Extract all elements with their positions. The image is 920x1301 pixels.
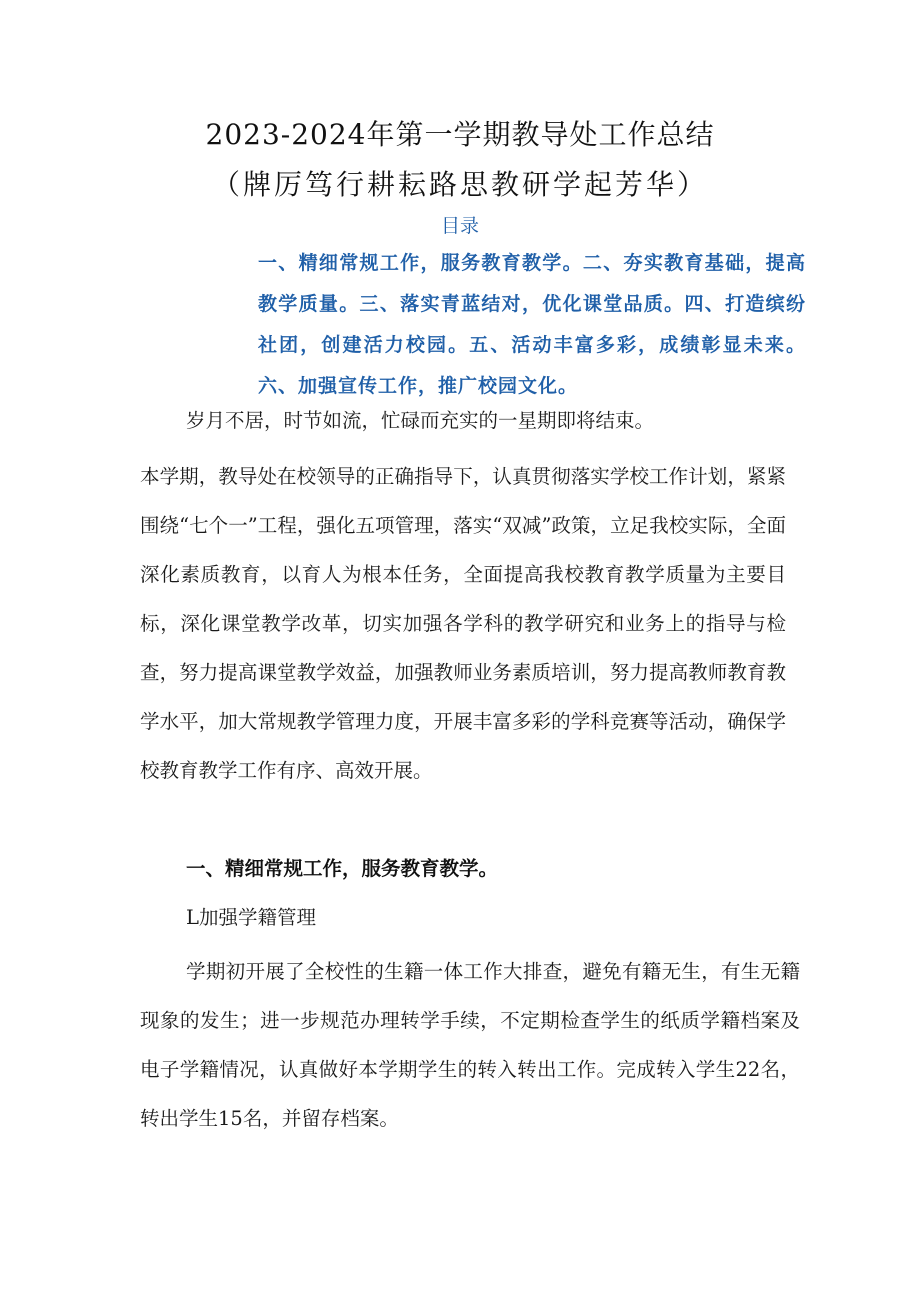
section-1-paragraph: 学期初开展了全校性的生籍一体工作大排查，避免有籍无生，有生无籍现象的发生；进一步规范办理转学手续，不定期检查学生的纸质学籍档案及电子学籍情况，认真做好本学期学生的转入转出工作。完成转入学生22名，转出学生15名，并留存档案。 [140,960,800,1130]
document-subtitle: （牌厉笃行耕耘路思教研学起芳华） [211,168,708,201]
document-title: 2023-2024年第一学期教导处工作总结 [205,118,715,151]
section-1-heading: 一、精细常规工作，服务教育教学。 [186,857,499,880]
toc-content[interactable]: 一、精细常规工作，服务教育教学。二、夯实教育基础，提高教学质量。三、落实青蓝结对，优化课堂品质。四、打造缤纷社团，创建活力校园。五、活动丰富多彩，成绩彰显未来。六、加强宣传工作，推广校园文化。 [258,252,806,397]
intro-first-line: 岁月不居，时节如流，忙碌而充实的一星期即将结束。 [186,409,655,432]
toc-heading[interactable]: 目录 [440,215,479,237]
section-1-subheading: L加强学籍管理 [186,906,316,929]
intro-paragraph: 本学期，教导处在校领导的正确指导下，认真贯彻落实学校工作计划，紧紧围绕“七个一”工程，强化五项管理，落实“双减”政策，立足我校实际，全面深化素质教育，以育人为根本任务，全面提高我校教育教学质量为主要目标，深化课堂教学改革，切实加强各学科的教学研究和业务上的指导与检查，努力提高课堂教学效益，加强教师业务素质培训，努力提高教师教育教学水平，加大常规教学管理力度，开展丰富多彩的学科竞赛等活动，确保学校教育教学工作有序、高效开展。 [140,465,786,782]
